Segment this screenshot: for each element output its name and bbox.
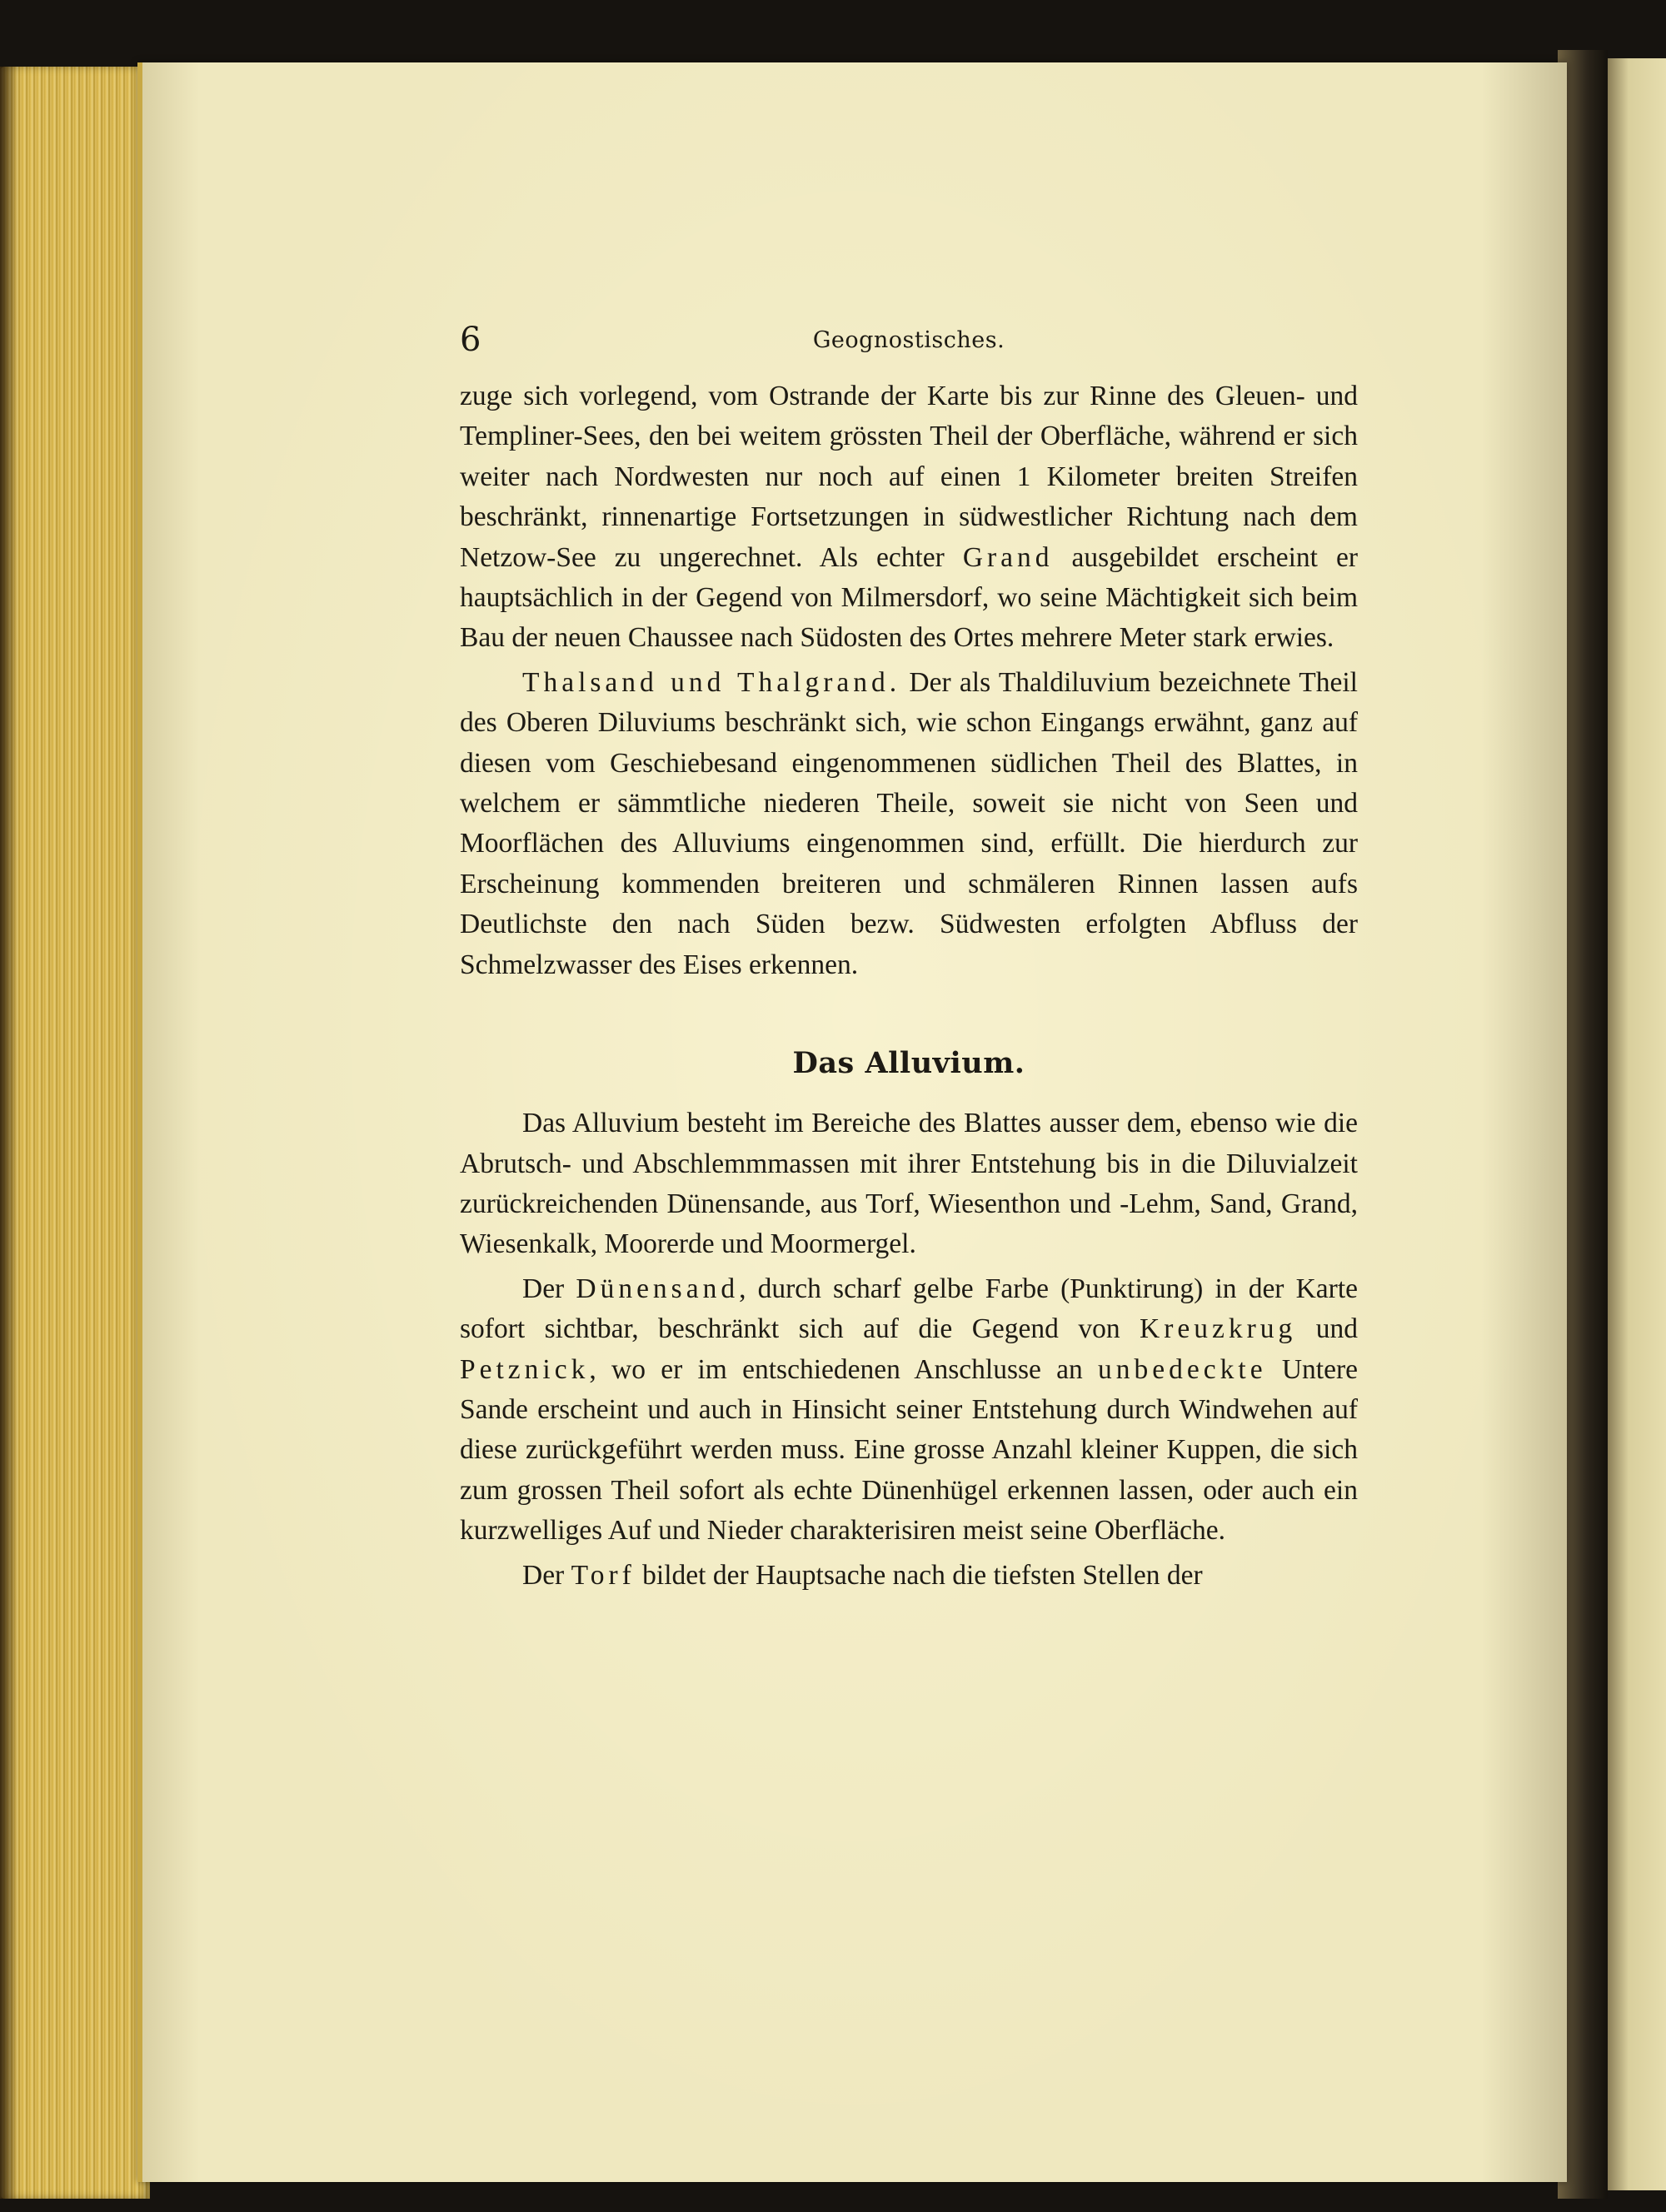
text-run: Untere Sande erscheint und auch in Hinsicht seiner Entstehung durch Windwehen auf diese zurückgeführt werden muss. Eine grosse Anzahl kleiner Kuppen, die sich zum grossen Theil sofort als echte Dünenhügel erkennen lassen, oder auch ein kurzwelliges Auf und Nieder charakterisiren meist seine Oberfläche.: [460, 1353, 1358, 1547]
paragraph-torf: [460, 1556, 1358, 1596]
paragraph-grand: [460, 376, 1358, 659]
page-number: 6: [460, 321, 481, 359]
spaced-term-duenensand: Dünensand: [576, 1273, 740, 1304]
text-run: und: [1296, 1313, 1358, 1345]
spaced-term-unbedeckte: unbedeckte: [1098, 1353, 1267, 1385]
spaced-term-kreuzkrug: Kreuzkrug: [1140, 1313, 1297, 1345]
spaced-term-torf: Torf: [571, 1559, 636, 1591]
spaced-term-petznick: Petznick: [460, 1353, 590, 1385]
text-run: Das Alluvium besteht im Bereiche des Blattes ausser dem, ebenso wie die Abrutsch- und Abschlemmmassen mit ihrer Entstehung bis in die Diluvialzeit zurückreichenden Dünensande, aus Torf, Wiesenthon und -Lehm, Sand, Grand, Wiesenkalk, Moorerde und Moormergel.: [460, 1108, 1358, 1260]
spaced-term-thalsand: Thalsand und Thalgrand.: [522, 666, 901, 698]
paragraph-duenensand: [460, 1269, 1358, 1552]
section-heading: Das Alluvium.: [792, 1046, 1025, 1081]
paragraph-alluvium: [460, 1104, 1358, 1265]
spaced-term-grand: Grand: [962, 541, 1054, 573]
running-title: Geognostisches.: [812, 327, 1005, 353]
page-text: [460, 316, 1358, 1596]
text-run: Der als Thaldiluvium bezeichnete Theil des Oberen Diluviums beschränkt sich, wie schon Eingangs erwähnt, ganz auf diesen vom Geschiebesand eingenommenen südlichen Theil des Blattes, in welchem er sämmtliche niederen Theile, soweit sie nicht von Seen und Moorflächen des Alluviums eingenommen sind, erfüllt. Die hierdurch zur Erscheinung kommenden breiteren und schmäleren Rinnen lassen aufs Deutlichste den nach Süden bezw. Südwesten erfolgten Abfluss der Schmelzwasser des Eises erkennen.: [460, 666, 1358, 980]
paragraph-thalsand: [460, 663, 1358, 985]
text-run: , wo er im entschiedenen Anschlusse an: [589, 1353, 1099, 1385]
running-head: [460, 316, 1358, 376]
text-run: zuge sich vorlegend, vom Ostrande der Karte bis zur Rinne des Gleuen- und Templiner-Sees, den bei weitem grössten Theil der Oberfläche, während er sich weiter nach Nordwesten nur noch auf einen 1 Kilometer breiten Streifen beschränkt, rinnenartige Fortsetzungen in südwestlicher Richtung nach dem Netzow-See zu ungerechnet. Als echter: [460, 381, 1358, 573]
text-run: bildet der Hauptsache nach die tiefsten Stellen der: [635, 1559, 1203, 1591]
text-run: , durch scharf gelbe Farbe (Punktirung) in der Karte sofort sichtbar, beschränkt sich auf die Gegend von: [460, 1273, 1359, 1345]
text-run: ausgebildet erscheint er hauptsächlich in der Gegend von Milmersdorf, wo seine Mächtigkeit sich beim Bau der neuen Chaussee nach Südosten des Ortes mehrere Meter stark erwies.: [460, 541, 1358, 654]
next-page-edge: [1604, 58, 1666, 2190]
text-run: Der: [522, 1273, 576, 1304]
stacked-page-edges: [0, 67, 150, 2199]
text-run: Der: [522, 1559, 571, 1591]
